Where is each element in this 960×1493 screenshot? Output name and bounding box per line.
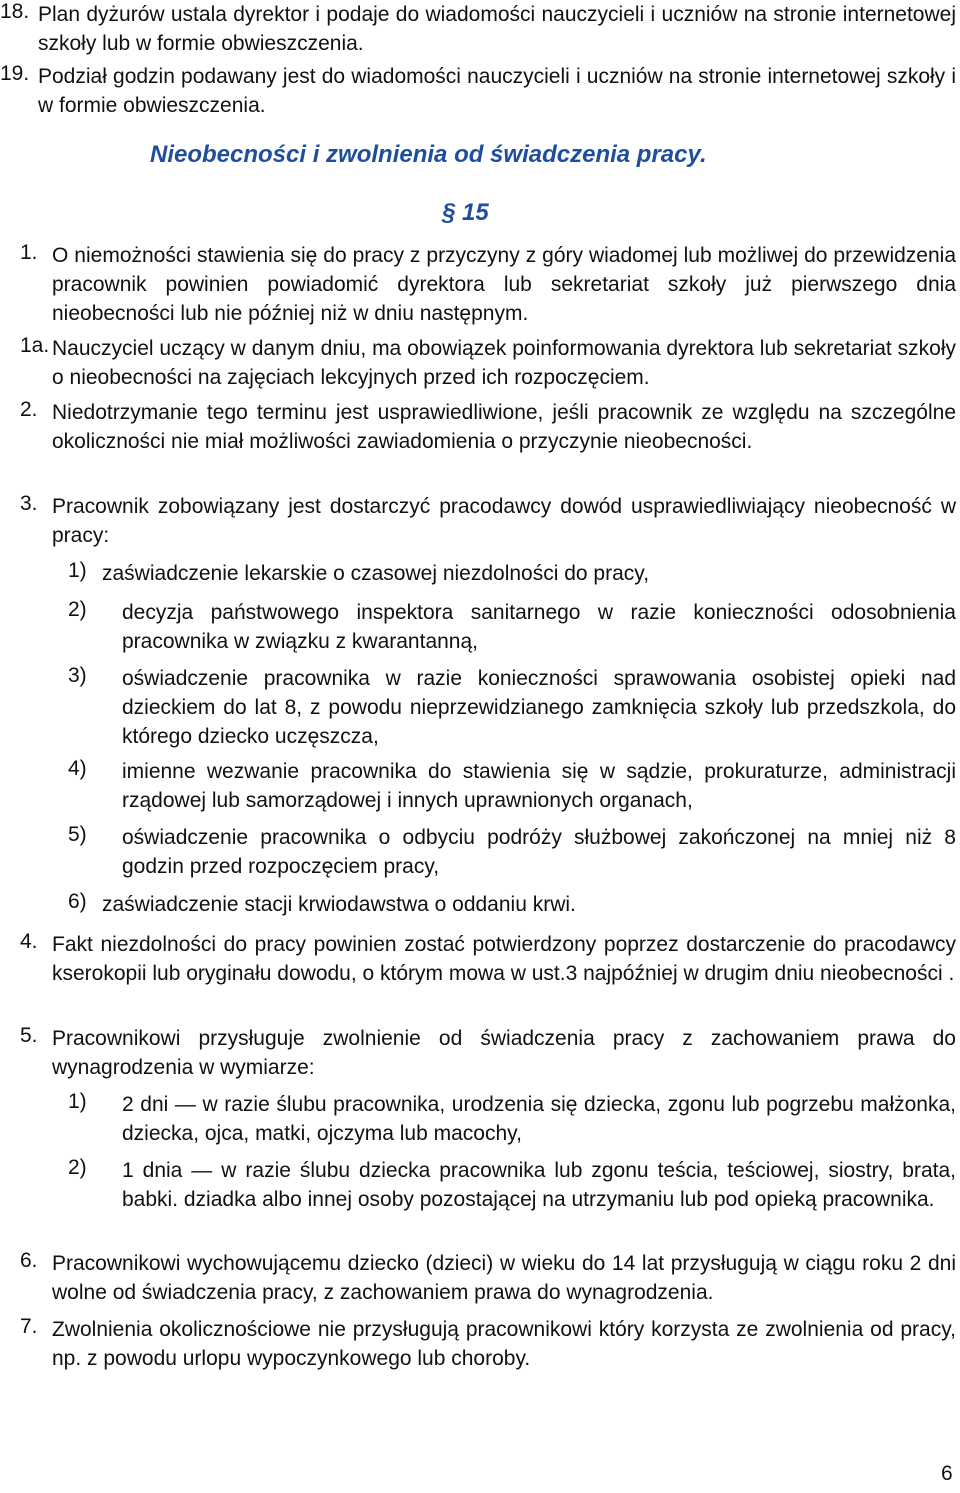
page-number: 6 (941, 1462, 953, 1485)
point-number: 4. (20, 930, 38, 953)
point-text: Pracownik zobowiązany jest dostarczyć pracodawcy dowód usprawiedliwiający nieobecność w pracy: (52, 495, 956, 547)
point-text: Pracownikowi przysługuje zwolnienie od świadczenia pracy z zachowaniem prawa do wynagrodzenia w wymiarze: (52, 1027, 956, 1079)
list-item-18 (0, 0, 956, 58)
item-number: 19. (0, 62, 30, 85)
point-6 (20, 1249, 956, 1307)
point-2 (20, 398, 956, 456)
subpoint-number: 1) (68, 1090, 87, 1113)
chapter-heading: Nieobecności i zwolnienia od świadczenia pracy. (150, 141, 707, 168)
point-number: 6. (20, 1249, 38, 1272)
point-5 (20, 1024, 956, 1082)
subpoint-text: zaświadczenie stacji krwiodawstwa o oddaniu krwi. (102, 893, 576, 916)
subpoint-number: 5) (68, 823, 87, 846)
point-1a (20, 334, 956, 392)
list-item-19 (0, 62, 956, 120)
paragraph-sign: § (442, 199, 456, 226)
subpoint-text: zaświadczenie lekarskie o czasowej niezdolności do pracy, (102, 562, 650, 585)
point-7 (20, 1315, 956, 1373)
item-text: Podział godzin podawany jest do wiadomości nauczycieli i uczniów na stronie internetowej szkoły i w formie obwieszczenia. (38, 65, 956, 117)
point-number: 1. (20, 241, 38, 264)
point-text: Pracownikowi wychowującemu dziecko (dzieci) w wieku do 14 lat przysługują w ciągu roku 2 dni wolne od świadczenia pracy, z zachowaniem prawa do wynagrodzenia. (52, 1252, 956, 1304)
subpoint-number: 6) (68, 890, 87, 913)
subpoint-number: 2) (68, 1156, 87, 1179)
subpoint-3-1 (68, 559, 956, 588)
item-number: 18. (0, 0, 30, 23)
subpoint-3-3 (68, 664, 956, 751)
subpoint-3-4 (68, 757, 956, 815)
point-text: Niedotrzymanie tego terminu jest usprawiedliwione, jeśli pracownik ze względu na szczególne okoliczności nie miał możliwości zawiadomienia o przyczynie nieobecności. (52, 401, 956, 453)
subpoint-text: 1 dnia — w razie ślubu dziecka pracownika lub zgonu teścia, teściowej, siostry, brata, babki. dziadka albo innej osoby pozostającej na utrzymaniu lub pod opieką pracownika. (122, 1159, 956, 1211)
subpoint-text: oświadczenie pracownika o odbyciu podróży służbowej zakończonej na mniej niż 8 godzin przed rozpoczęciem pracy, (122, 826, 956, 878)
subpoint-5-1 (68, 1090, 956, 1148)
point-text: O niemożności stawienia się do pracy z przyczyny z góry wiadomej lub możliwej do przewidzenia pracownik powinien powiadomić dyrektora lub sekretariat szkoły już pierwszego dnia nieobecności lub nie później niż w dniu następnym. (52, 244, 956, 325)
point-number: 7. (20, 1315, 38, 1338)
subpoint-text: 2 dni — w razie ślubu pracownika, urodzenia się dziecka, zgonu lub pogrzebu małżonka, dziecka, ojca, matki, ojczyma lub macochy, (122, 1093, 956, 1145)
subpoint-number: 2) (68, 598, 87, 621)
subpoint-number: 4) (68, 757, 87, 780)
point-text: Zwolnienia okolicznościowe nie przysługują pracownikowi który korzysta ze zwolnienia od pracy, np. z powodu urlopu wypoczynkowego lub choroby. (52, 1318, 956, 1370)
subpoint-number: 1) (68, 559, 87, 582)
section-number: 15 (462, 199, 489, 226)
section-heading (442, 199, 489, 227)
subpoint-3-2 (68, 598, 956, 656)
point-text: Nauczyciel uczący w danym dniu, ma obowiązek poinformowania dyrektora lub sekretariat szkoły o nieobecności na zajęciach lekcyjnych przed ich rozpoczęciem. (52, 337, 956, 389)
item-text: Plan dyżurów ustala dyrektor i podaje do wiadomości nauczycieli i uczniów na stronie internetowej szkoły lub w formie obwieszczenia. (38, 3, 956, 55)
point-number: 1a. (20, 334, 50, 357)
subpoint-text: imienne wezwanie pracownika do stawienia się w sądzie, prokuraturze, administracji rządowej lub samorządowej i innych uprawnionych organach, (122, 760, 956, 812)
subpoint-text: decyzja państwowego inspektora sanitarnego w razie konieczności odosobnienia pracownika w związku z kwarantanną, (122, 601, 956, 653)
point-4 (20, 930, 956, 988)
point-3 (20, 492, 956, 550)
subpoint-number: 3) (68, 664, 87, 687)
point-number: 2. (20, 398, 38, 421)
subpoint-3-6 (68, 890, 956, 919)
point-number: 3. (20, 492, 38, 515)
point-number: 5. (20, 1024, 38, 1047)
subpoint-5-2 (68, 1156, 956, 1214)
point-1 (20, 241, 956, 328)
subpoint-text: oświadczenie pracownika w razie konieczności sprawowania osobistej opieki nad dzieckiem do lat 8, z powodu nieprzewidzianego zamknięcia szkoły lub przedszkola, do którego dziecko uczęszcza, (122, 667, 956, 748)
subpoint-3-5 (68, 823, 956, 881)
point-text: Fakt niezdolności do pracy powinien zostać potwierdzony poprzez dostarczenie do pracodawcy kserokopii lub oryginału dowodu, o którym mowa w ust.3 najpóźniej w drugim dniu nieobecności . (52, 933, 956, 985)
